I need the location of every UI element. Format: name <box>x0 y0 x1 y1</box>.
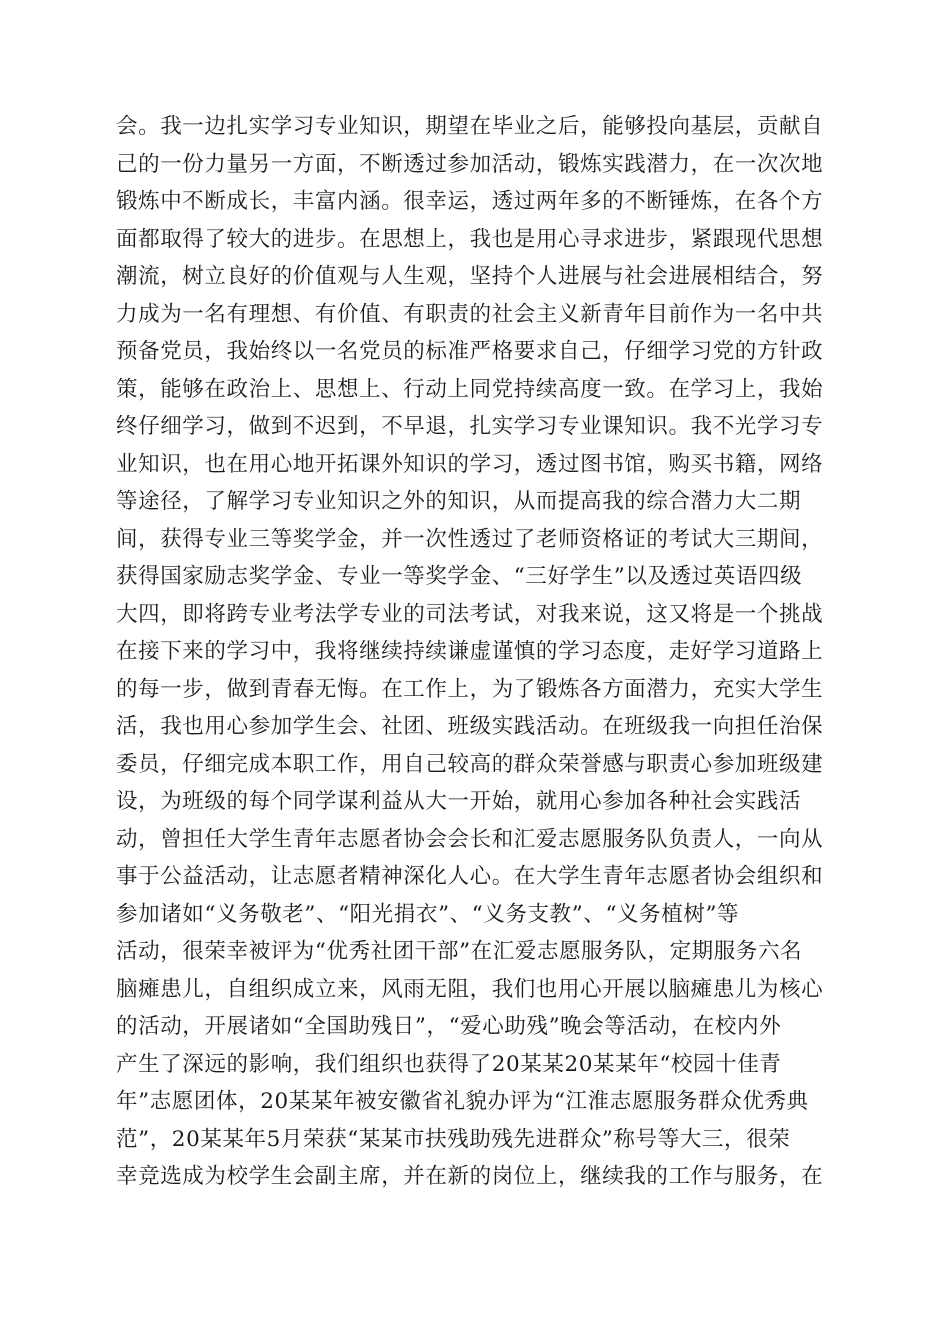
text-line: 潮流，树立良好的价值观与人生观，坚持个人进展与社会进展相结合，努 <box>116 264 824 289</box>
text-line: 年”志愿团体，20某某年被安徽省礼貌办评为“江淮志愿服务群众优秀典 <box>116 1089 809 1114</box>
text-line: 己的一份力量另一方面，不断透过参加活动，锻炼实践潜力，在一次次地 <box>116 151 824 177</box>
text-line: 间，获得专业三等奖学金，并一次性透过了老师资格证的考试大三期间， <box>116 526 824 552</box>
body-text <box>116 108 836 1196</box>
text-line: 预备党员，我始终以一名党员的标准严格要求自己，仔细学习党的方针政 <box>116 339 824 364</box>
text-line: 面都取得了较大的进步。在思想上，我也是用心寻求进步，紧跟现代思想 <box>116 226 824 252</box>
text-line: 的活动，开展诸如“全国助残日”，“爱心助残”晚会等活动，在校内外 <box>116 1014 782 1039</box>
text-line: 事于公益活动，让志愿者精神深化人心。在大学生青年志愿者协会组织和 <box>116 864 824 889</box>
text-line: 参加诸如“义务敬老”、“阳光捐衣”、“义务支教”、“义务植树”等 <box>116 901 740 927</box>
text-line: 等途径，了解学习专业知识之外的知识，从而提高我的综合潜力大二期 <box>116 489 802 514</box>
text-line: 动，曾担任大学生青年志愿者协会会长和汇爱志愿服务队负责人，一向从 <box>116 826 824 852</box>
text-line: 会。我一边扎实学习专业知识，期望在毕业之后，能够投向基层，贡献自 <box>116 114 824 139</box>
text-line: 的每一步，做到青春无悔。在工作上，为了锻炼各方面潜力，充实大学生 <box>116 676 824 702</box>
text-line: 获得国家励志奖学金、专业一等奖学金、“三好学生”以及透过英语四级 <box>116 564 803 589</box>
text-line: 活动，很荣幸被评为“优秀社团干部”在汇爱志愿服务队，定期服务六名 <box>116 939 803 964</box>
text-line: 委员，仔细完成本职工作，用自己较高的群众荣誉感与职责心参加班级建 <box>116 751 824 777</box>
text-line: 脑瘫患儿，自组织成立来，风雨无阻，我们也用心开展以脑瘫患儿为核心 <box>116 976 824 1002</box>
text-line: 设，为班级的每个同学谋利益从大一开始，就用心参加各种社会实践活 <box>116 789 802 814</box>
text-line: 业知识，也在用心地开拓课外知识的学习，透过图书馆，购买书籍，网络 <box>116 451 824 477</box>
text-line: 在接下来的学习中，我将继续持续谦虚谨慎的学习态度，走好学习道路上 <box>116 639 824 664</box>
text-line: 力成为一名有理想、有价值、有职责的社会主义新青年目前作为一名中共 <box>116 301 824 327</box>
text-line: 产生了深远的影响，我们组织也获得了20某某20某某年“校园十佳青 <box>116 1051 782 1077</box>
text-line: 锻炼中不断成长，丰富内涵。很幸运，透过两年多的不断锤炼，在各个方 <box>116 189 824 214</box>
text-line: 终仔细学习，做到不迟到，不早退，扎实学习专业课知识。我不光学习专 <box>116 414 824 439</box>
text-line: 范”，20某某年5月荣获“某某市扶残助残先进群众”称号等大三，很荣 <box>116 1126 791 1152</box>
text-line: 大四，即将跨专业考法学专业的司法考试，对我来说，这又将是一个挑战 <box>116 601 824 627</box>
text-line: 策，能够在政治上、思想上、行动上同党持续高度一致。在学习上，我始 <box>116 376 824 402</box>
text-line: 活，我也用心参加学生会、社团、班级实践活动。在班级我一向担任治保 <box>116 714 824 739</box>
text-line: 幸竞选成为校学生会副主席，并在新的岗位上，继续我的工作与服务，在 <box>116 1164 824 1189</box>
